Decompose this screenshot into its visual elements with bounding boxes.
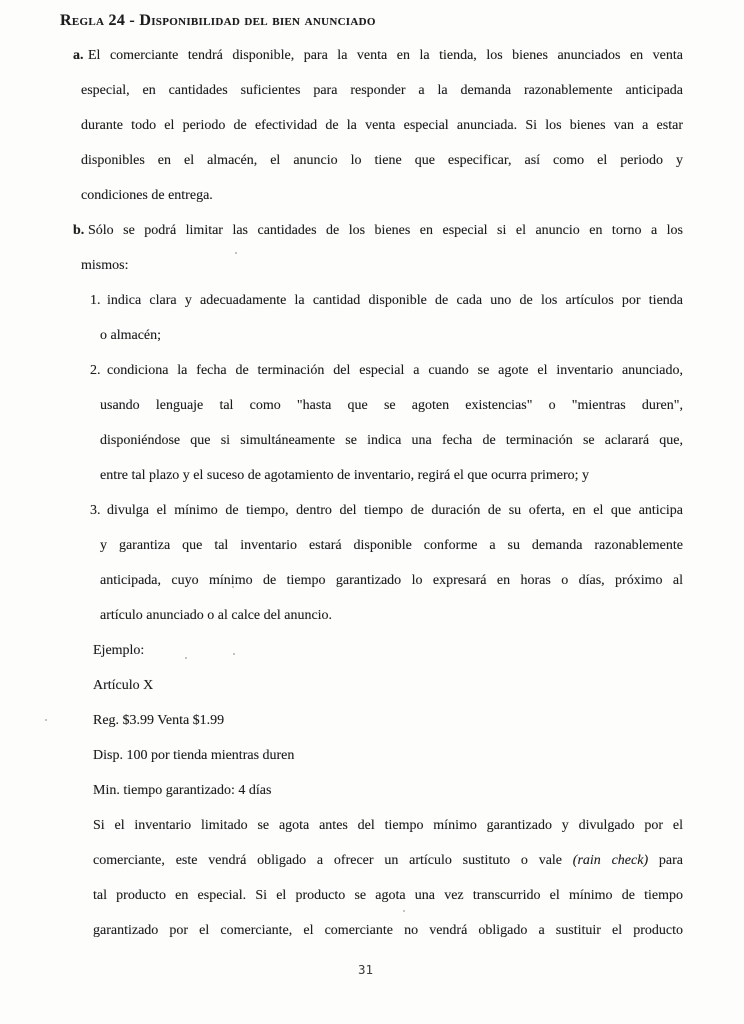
text-line: tal producto en especial. Si el producto se agota una vez transcurrido el mínimo de tiempo (93, 888, 683, 903)
text-line: disponibles en el almacén, el anuncio lo tiene que especificar, así como el periodo y (81, 153, 683, 168)
example-guarantee: Min. tiempo garantizado: 4 días (93, 783, 272, 798)
page-number: 31 (357, 962, 374, 977)
text-line: especial, en cantidades suficientes para responder a la demanda razonablemente anticipada (81, 83, 683, 98)
scan-speck (185, 657, 187, 659)
scan-speck (235, 252, 237, 254)
scan-speck (233, 653, 235, 655)
text-line: mismos: (81, 258, 129, 273)
scan-speck (403, 910, 405, 912)
text-line: El comerciante tendrá disponible, para la venta en la tienda, los bienes anunciados en venta (88, 48, 683, 63)
example-availability: Disp. 100 por tienda mientras duren (93, 748, 295, 763)
text-line: durante todo el periodo de efectividad de la venta especial anunciada. Si los bienes van a estar (81, 118, 683, 133)
text-line: artículo anunciado o al calce del anuncio. (100, 608, 333, 623)
example-label: Ejemplo: (93, 643, 145, 658)
list-marker-b: b. (73, 223, 85, 238)
text-segment: para (648, 853, 683, 868)
scan-speck (45, 719, 47, 721)
numbered-item-3 (60, 493, 683, 633)
example-block (60, 633, 683, 808)
text-line: entre tal plazo y el suceso de agotamiento de inventario, regirá el que ocurra primero; y (100, 468, 590, 483)
text-line: Sólo se podrá limitar las cantidades de los bienes en especial si el anuncio en torno a los (88, 223, 683, 238)
list-marker-3: 3. (90, 503, 101, 518)
scan-speck (232, 586, 234, 588)
paragraph-b (60, 213, 683, 283)
text-line: o almacén; (100, 328, 162, 343)
rule-title: Regla 24 - Disponibilidad del bien anunciado (60, 12, 376, 29)
closing-paragraph (60, 808, 683, 948)
text-line: garantizado por el comerciante, el comerciante no vendrá obligado a sustituir el producto (93, 923, 683, 938)
list-marker-1: 1. (90, 293, 101, 308)
paragraph-a (60, 38, 683, 213)
numbered-item-2 (60, 353, 683, 493)
numbered-item-1 (60, 283, 683, 353)
text-line: usando lenguaje tal como "hasta que se agoten existencias" o "mientras duren", (100, 398, 683, 413)
example-prices: Reg. $3.99 Venta $1.99 (93, 713, 225, 728)
text-line: indica clara y adecuadamente la cantidad disponible de cada uno de los artículos por tienda (107, 293, 683, 308)
text-line: divulga el mínimo de tiempo, dentro del tiempo de duración de su oferta, en el que anticipa (107, 503, 683, 518)
text-line (93, 843, 683, 878)
text-line: anticipada, cuyo mínimo de tiempo garantizado lo expresará en horas o días, próximo al (100, 573, 683, 588)
text-line: condiciona la fecha de terminación del especial a cuando se agote el inventario anunciado, (107, 363, 683, 378)
example-article: Artículo X (93, 678, 154, 693)
list-marker-a: a. (73, 48, 84, 63)
text-segment: comerciante, este vendrá obligado a ofrecer un artículo sustituto o vale (93, 853, 573, 868)
text-line: condiciones de entrega. (81, 188, 213, 203)
text-line: y garantiza que tal inventario estará disponible conforme a su demanda razonablemente (100, 538, 683, 553)
rain-check-italic: (rain check) (572, 853, 649, 868)
list-marker-2: 2. (90, 363, 101, 378)
text-line: Si el inventario limitado se agota antes del tiempo mínimo garantizado y divulgado por el (93, 818, 683, 833)
text-line: disponiéndose que si simultáneamente se indica una fecha de terminación se aclarará que, (100, 433, 683, 448)
